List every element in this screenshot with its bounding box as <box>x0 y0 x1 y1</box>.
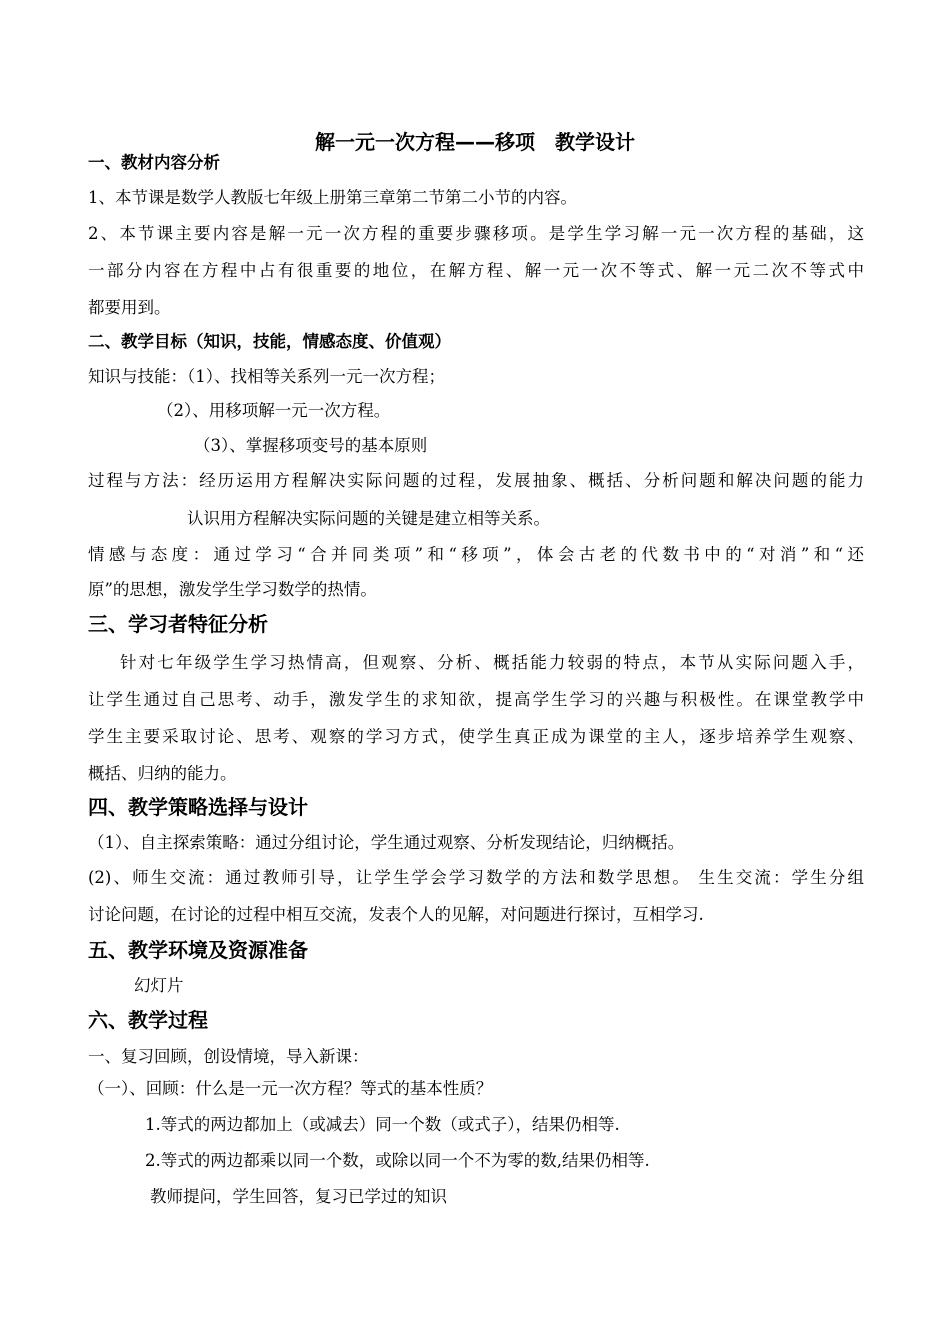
paragraph: 讨论问题，在讨论的过程中相互交流，发表个人的见解，对问题进行探讨，互相学习. <box>88 905 704 924</box>
paragraph: 让学生通过自己思考、动手，激发学生的求知欲，提高学生学习的兴趣与积极性。在课堂教学中 <box>88 690 864 709</box>
paragraph: 一部分内容在方程中占有很重要的地位，在解方程、解一元一次不等式、解一元二次不等式中 <box>88 261 864 280</box>
paragraph: 幻灯片 <box>134 976 184 995</box>
paragraph: （3）、掌握移项变号的基本原则 <box>194 436 428 455</box>
section-heading-2: 二、教学目标（知识，技能，情感态度、价值观） <box>88 332 451 351</box>
paragraph: （2）、用移项解一元一次方程。 <box>157 401 391 420</box>
paragraph: 一、复习回顾，创设情境，导入新课： <box>88 1047 369 1066</box>
paragraph: 概括、归纳的能力。 <box>88 764 237 783</box>
paragraph: 2.等式的两边都乘以同一个数，或除以同一个不为零的数,结果仍相等. <box>145 1151 650 1170</box>
paragraph: （一）、回顾：什么是一元一次方程？等式的基本性质？ <box>88 1079 493 1098</box>
paragraph: 都要用到。 <box>88 298 171 317</box>
paragraph: 过程与方法：经历运用方程解决实际问题的过程，发展抽象、概括、分析问题和解决问题的能力 <box>88 471 864 490</box>
section-heading-3: 三、学习者特征分析 <box>88 612 268 636</box>
section-heading-1: 一、教材内容分析 <box>88 153 220 172</box>
paragraph: 知识与技能：（1）、找相等关系列一元一次方程； <box>88 367 445 386</box>
paragraph: (2)、师生交流：通过教师引导，让学生学会学习数学的方法和数学思想。 生生交流：学生分组 <box>88 868 864 887</box>
paragraph: （1）、自主探索策略：通过分组讨论，学生通过观察、分析发现结论，归纳概括。 <box>88 833 685 852</box>
section-heading-6: 六、教学过程 <box>88 1008 208 1032</box>
paragraph: 针对七年级学生学习热情高，但观察、分析、概括能力较弱的特点，本节从实际问题入手， <box>120 653 864 672</box>
paragraph: 1.等式的两边都加上（或减去）同一个数（或式子），结果仍相等. <box>145 1115 620 1134</box>
paragraph: 学生主要采取讨论、思考、观察的学习方式，使学生真正成为课堂的主人，逐步培养学生观察、 <box>88 727 864 746</box>
page-title: 解一元一次方程——移项 教学设计 <box>315 130 635 154</box>
paragraph: 情感与态度：通过学习“合并同类项”和“移项”，体会古老的代数书中的“对消”和“还 <box>88 545 864 564</box>
paragraph: 教师提问，学生回答，复习已学过的知识 <box>150 1187 447 1206</box>
section-heading-4: 四、教学策略选择与设计 <box>88 795 308 819</box>
section-heading-5: 五、教学环境及资源准备 <box>88 938 308 962</box>
paragraph: 原”的思想，激发学生学习数学的热情。 <box>88 580 377 599</box>
paragraph: 认识用方程解决实际问题的关键是建立相等关系。 <box>187 509 550 528</box>
paragraph: 2、本节课主要内容是解一元一次方程的重要步骤移项。是学生学习解一元一次方程的基础，这 <box>88 224 864 243</box>
paragraph: 1、本节课是数学人教版七年级上册第三章第二节第二小节的内容。 <box>88 188 577 207</box>
